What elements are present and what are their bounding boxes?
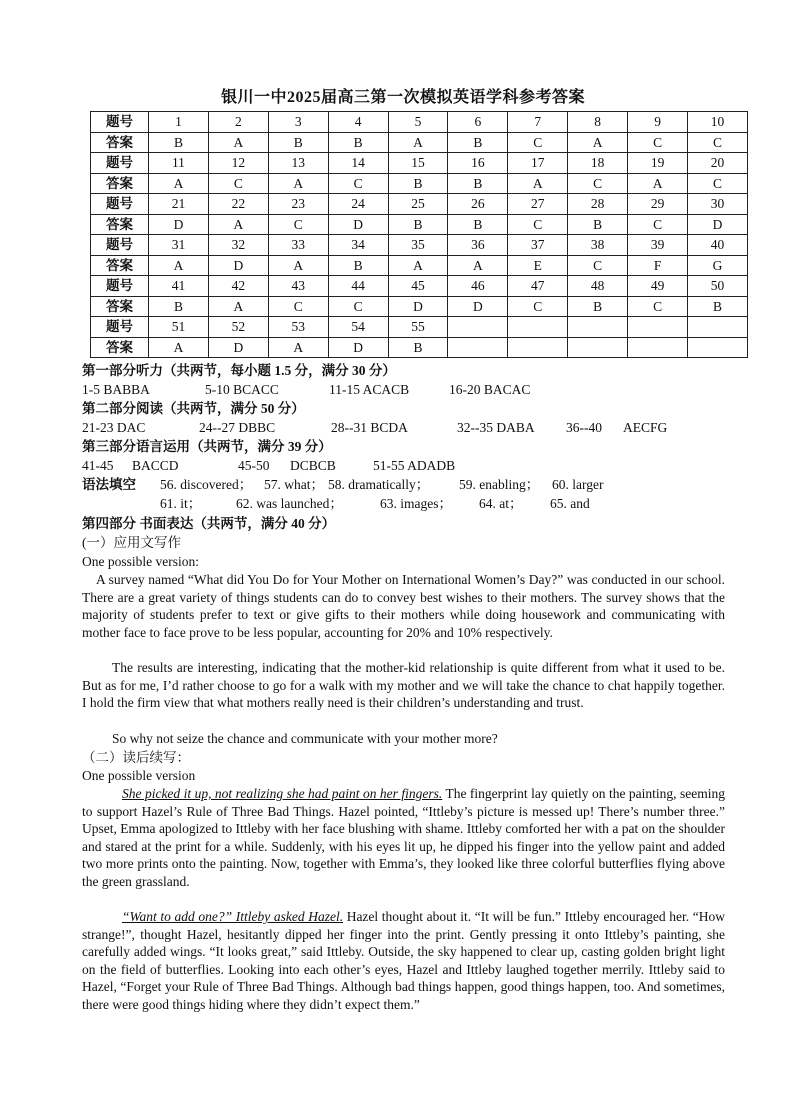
section2-paragraph [82,785,725,891]
answer-cell: C [568,173,628,194]
grammar-answer: 58. dramatically； [328,477,430,492]
question-number-cell: 49 [628,276,688,297]
answer-cell: C [628,296,688,317]
answer-cell: C [688,173,748,194]
answer-group: 51-55 ADADB [373,458,456,473]
grammar-line-1 [82,476,725,494]
answer-row [91,214,748,235]
question-number-cell: 1 [149,112,209,133]
answer-group: DCBCB [290,458,336,473]
question-number-cell: 25 [388,194,448,215]
answer-cell [508,337,568,358]
answer-cell: B [328,132,388,153]
answer-group: 32--35 DABA [457,420,535,435]
answer-cell: B [448,214,508,235]
question-number-cell: 55 [388,317,448,338]
answer-cell: E [508,255,568,276]
section2-title: （二）读后续写： [82,750,190,765]
question-number-cell: 6 [448,112,508,133]
answer-cell: C [508,214,568,235]
question-number-cell: 32 [208,235,268,256]
grammar-label: 语法填空 [82,477,136,492]
question-number-cell: 48 [568,276,628,297]
question-number-cell: 3 [268,112,328,133]
answer-cell: D [149,214,209,235]
answer-cell: B [328,255,388,276]
question-number-cell [448,317,508,338]
question-number-cell: 10 [688,112,748,133]
answer-cell: C [568,255,628,276]
question-number-cell: 39 [628,235,688,256]
answer-row [91,296,748,317]
question-number-cell: 40 [688,235,748,256]
question-number-cell: 26 [448,194,508,215]
answer-cell [688,337,748,358]
row-label: 题号 [91,153,149,174]
row-label: 题号 [91,317,149,338]
answer-row [91,132,748,153]
answer-cell: A [208,214,268,235]
section1-title: (一）应用文写作 [82,535,181,550]
grammar-answer: 65. and [550,496,590,511]
answer-cell: B [268,132,328,153]
page-title: 银川一中2025届高三第一次模拟英语学科参考答案 [220,89,585,106]
question-number-cell: 22 [208,194,268,215]
answer-cell: F [628,255,688,276]
answer-cell: C [328,173,388,194]
section1-paragraph: So why not seize the chance and communicate with your mother more? [112,731,498,746]
answer-cell: C [208,173,268,194]
answer-cell [448,337,508,358]
answer-cell: B [568,296,628,317]
row-label: 题号 [91,194,149,215]
answer-cell: B [149,296,209,317]
question-number-cell: 8 [568,112,628,133]
paragraph-body: Hazel thought about it. “It will be fun.” Ittleby encouraged her. “How strange!”, thought Hazel, hesitantly dipped her finger into the print. Gently pressing it onto Ittleby’s painting, she carefully added wings. “It looks great,” said Ittleby. Outside, the sky happened to clear up, casting golden bright light on the field of butterflies. Looking into each other’s eyes, Hazel and Ittleby laughed together merrily. Ittleby said to Hazel, “Forget your Rule of Three Bad Things. Although bad things happen, good things happen, too. And sometimes, there were good things hiding where they didn’t expect them.” [82,909,725,1012]
answer-cell: A [268,337,328,358]
answer-table [90,111,748,358]
question-number-row [91,112,748,133]
section1-paragraph: A survey named “What did You Do for Your Mother on International Women’s Day?” was conducted in our school. There are a great variety of things students can do to convey best wishes to their mothers. The survey shows that the majority of students prefer to text or give gifts to their mothers while doing housework and communicating with mother face to face prove to be less popular, accounting for 20% and 10% respectively. [82,572,725,640]
question-number-row [91,235,748,256]
answer-cell: D [388,296,448,317]
row-label: 答案 [91,255,149,276]
answer-cell: D [328,214,388,235]
answer-cell: A [149,173,209,194]
answer-group: 16-20 BACAC [449,382,531,397]
part2-answers [82,419,725,437]
row-label: 答案 [91,173,149,194]
question-number-cell: 54 [328,317,388,338]
question-number-cell [568,317,628,338]
answer-cell: C [508,132,568,153]
answer-group: 5-10 BCACC [205,382,279,397]
question-number-cell: 15 [388,153,448,174]
question-number-row [91,194,748,215]
part2-heading: 第二部分阅读（共两节，满分 50 分） [82,401,305,416]
answer-cell: C [328,296,388,317]
section2-label: One possible version [82,768,196,783]
answer-cell: G [688,255,748,276]
answer-row [91,173,748,194]
answer-cell: A [388,132,448,153]
question-number-cell: 36 [448,235,508,256]
question-number-cell: 31 [149,235,209,256]
answer-group: 28--31 BCDA [331,420,408,435]
question-number-cell: 29 [628,194,688,215]
question-number-cell: 17 [508,153,568,174]
question-number-cell: 53 [268,317,328,338]
part1-answers [82,381,725,399]
answer-group: 36--40 [566,420,602,435]
question-number-cell: 20 [688,153,748,174]
answer-cell: B [688,296,748,317]
answer-cell: B [568,214,628,235]
answer-group: BACCD [132,458,179,473]
row-label: 答案 [91,132,149,153]
question-number-cell: 16 [448,153,508,174]
answer-group: 45-50 [238,458,270,473]
answer-cell: A [388,255,448,276]
question-number-cell: 11 [149,153,209,174]
answer-cell: B [388,214,448,235]
question-number-cell: 27 [508,194,568,215]
answer-cell: B [448,132,508,153]
question-number-cell: 5 [388,112,448,133]
grammar-answer: 63. images； [380,496,452,511]
question-number-cell: 47 [508,276,568,297]
grammar-answer: 56. discovered； [160,477,253,492]
answer-cell: B [448,173,508,194]
question-number-cell: 21 [149,194,209,215]
paragraph-lead-sentence: She picked it up, not realizing she had paint on her fingers. [122,786,443,801]
section1-paragraph: The results are interesting, indicating that the mother-kid relationship is quite different from what it used to be. But as for me, I’d rather choose to go for a walk with my mother and we will take the chance to chat happily together. I hold the firm view that what mothers really need is their children’s understanding and trust. [82,660,725,711]
question-number-cell [688,317,748,338]
question-number-cell: 41 [149,276,209,297]
question-number-cell: 2 [208,112,268,133]
question-number-cell: 52 [208,317,268,338]
question-number-cell: 42 [208,276,268,297]
question-number-cell: 19 [628,153,688,174]
question-number-cell: 28 [568,194,628,215]
row-label: 题号 [91,276,149,297]
question-number-cell: 46 [448,276,508,297]
question-number-cell: 7 [508,112,568,133]
answer-cell [568,337,628,358]
section1-label: One possible version: [82,554,199,569]
question-number-cell: 45 [388,276,448,297]
question-number-cell: 44 [328,276,388,297]
grammar-answer: 61. it； [160,496,202,511]
answer-cell: D [328,337,388,358]
answer-cell: A [628,173,688,194]
answer-cell: A [448,255,508,276]
question-number-cell: 43 [268,276,328,297]
answer-group: 1-5 BABBA [82,382,150,397]
question-number-cell: 37 [508,235,568,256]
answer-cell [628,337,688,358]
answer-cell: A [268,173,328,194]
question-number-cell [508,317,568,338]
answer-cell: C [268,214,328,235]
grammar-answer: 57. what； [264,477,324,492]
answer-cell: D [688,214,748,235]
answer-cell: A [568,132,628,153]
question-number-cell: 9 [628,112,688,133]
grammar-line-2 [82,495,725,513]
question-number-cell: 34 [328,235,388,256]
answer-group: 11-15 ACACB [329,382,410,397]
row-label: 答案 [91,337,149,358]
answer-cell: C [628,214,688,235]
question-number-cell: 50 [688,276,748,297]
answer-cell: A [268,255,328,276]
question-number-cell: 24 [328,194,388,215]
paragraph-body: The fingerprint lay quietly on the painting, seeming to support Hazel’s Rule of Three Bad Things. Hazel pointed, “Ittleby’s picture is messed up! There’s number three.” Upset, Emma apologized to Ittleby with her face blushing with shame. Ittleby comforted her with a pat on the shoulder and stared at the print for a while. Suddenly, with his eyes lit up, he dipped his finger into the yellow paint and added two more prints onto the painting. Now, together with Emma’s, they looked like three colorful butterflies flying above the green grassland. [82,786,725,889]
question-number-cell: 18 [568,153,628,174]
row-label: 题号 [91,235,149,256]
question-number-cell: 51 [149,317,209,338]
answer-cell: C [628,132,688,153]
answer-cell: C [508,296,568,317]
question-number-cell: 38 [568,235,628,256]
question-number-cell: 33 [268,235,328,256]
paragraph-lead-sentence: “Want to add one?” Ittleby asked Hazel. [122,909,344,924]
question-number-cell: 23 [268,194,328,215]
answer-group: 41-45 [82,458,114,473]
question-number-row [91,317,748,338]
row-label: 答案 [91,296,149,317]
answer-row [91,255,748,276]
part1-heading: 第一部分听力（共两节，每小题 1.5 分，满分 30 分） [82,363,396,378]
part4-heading: 第四部分 书面表达（共两节，满分 40 分） [82,516,336,531]
answer-group: AECFG [623,420,668,435]
section2-paragraph [82,908,725,1014]
answer-cell: B [149,132,209,153]
answer-cell: B [388,337,448,358]
answer-cell: C [688,132,748,153]
answer-group: 24--27 DBBC [199,420,276,435]
answer-cell: C [268,296,328,317]
answer-cell: A [208,296,268,317]
question-number-cell: 14 [328,153,388,174]
grammar-answer: 64. at； [479,496,523,511]
grammar-answer: 62. was launched； [236,496,343,511]
answer-cell: D [448,296,508,317]
question-number-row [91,276,748,297]
answer-row [91,337,748,358]
answer-cell: A [149,255,209,276]
part3-heading: 第三部分语言运用（共两节，满分 39 分） [82,439,332,454]
question-number-cell: 35 [388,235,448,256]
answer-cell: D [208,337,268,358]
question-number-cell: 12 [208,153,268,174]
question-number-row [91,153,748,174]
question-number-cell [628,317,688,338]
answer-cell: B [388,173,448,194]
row-label: 答案 [91,214,149,235]
answer-group: 21-23 DAC [82,420,146,435]
grammar-answer: 59. enabling； [459,477,540,492]
question-number-cell: 30 [688,194,748,215]
answer-cell: D [208,255,268,276]
question-number-cell: 13 [268,153,328,174]
grammar-answer: 60. larger [552,477,604,492]
question-number-cell: 4 [328,112,388,133]
answer-cell: A [208,132,268,153]
answer-cell: A [508,173,568,194]
part3-answers [82,457,725,475]
row-label: 题号 [91,112,149,133]
answer-cell: A [149,337,209,358]
